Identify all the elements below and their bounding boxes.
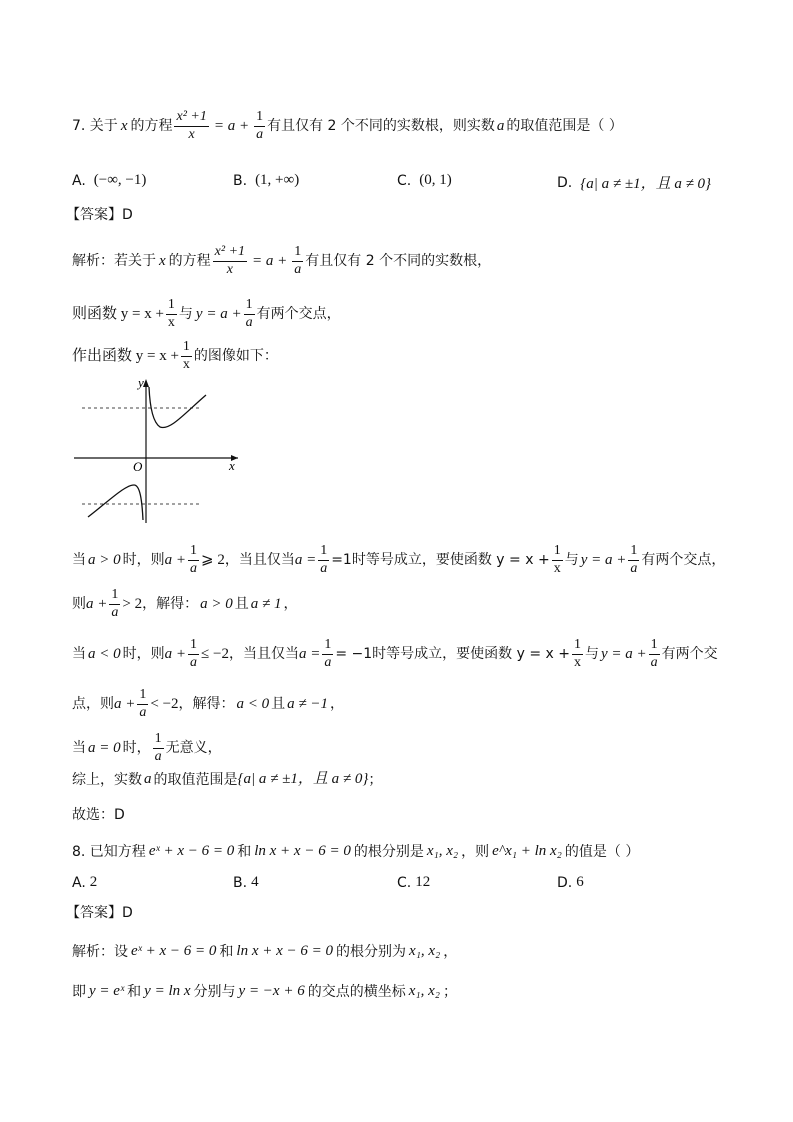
- q7-option-d: D. {a| a ≠ ±1，且 a ≠ 0}: [557, 174, 712, 192]
- curve-right-branch: [149, 387, 206, 428]
- q7-sol-line5: 则 a + $\frac{1}{a}$ > 2 ，解得： a > 0 且 a ≠ 1 ，: [72, 587, 298, 620]
- q7-sol-line7: 点，则 a + $\frac{1}{a}$ < −2 ，解得： a < 0 且 a ≠ −1 ，: [72, 687, 345, 720]
- q8-stem: 8. 已知方程 eˣ + x − 6 = 0 和 ln x + x − 6 = 0 的根分别是 x₁, x₂ ，则 e^x₁ + ln x₂ 的值是（ ）: [72, 843, 640, 860]
- q8-sol-line1: 解析：设 eˣ + x − 6 = 0 和 ln x + x − 6 = 0 的根分别为 x₁, x₂ ，: [72, 943, 458, 960]
- q7-fraction: [174, 110, 208, 142]
- q7-sol-line10: 故选：D: [72, 807, 125, 823]
- q7-frac-den: x: [188, 126, 195, 142]
- q7-sol-line1: 解析：若关于 x 的方程 $\frac{\text{x² +1}}{x}$ = a + $\frac{1}{a}$ 有且仅有 2 个不同的实数根，: [72, 244, 492, 277]
- q8-option-c: C. 12: [397, 874, 431, 891]
- q7-f1-den: a: [256, 126, 264, 142]
- y-axis-arrow: [143, 379, 149, 387]
- q7-option-c: C. (0, 1): [397, 172, 452, 189]
- q7-lead: 7. 关于: [72, 118, 118, 135]
- sol-fraction-2: $\frac{1}{a}$: [294, 244, 302, 277]
- sol-fraction: $\frac{\text{x² +1}}{x}$: [214, 244, 246, 277]
- q7-stem: [72, 110, 623, 142]
- q7-t3: 的取值范围是（ ）: [506, 118, 623, 135]
- q7-option-b: B. (1, +∞): [233, 172, 300, 189]
- q7-t1: 的方程: [130, 118, 173, 135]
- q8-option-b: B. 4: [233, 874, 259, 891]
- graph-origin-label: O: [133, 459, 143, 474]
- q7-answer: 【答案】D: [66, 207, 133, 223]
- q7-sol-line6: 当 a < 0 时，则 a + $\frac{1}{a}$ ≤ −2 ，当且仅当 a = $\frac{1}{a}$ = −1时等号成立，要使函数 y = x + $\frac{1}{x}$ 与 y = a + $\frac{1}{a}$ 有两个交: [72, 637, 718, 670]
- q7-sol-line8: 当 a = 0 时， $\frac{1}{a}$ 无意义，: [72, 731, 222, 764]
- graph-y-label: y: [138, 375, 144, 390]
- q7-sol-line2: 则函数 y = x + $\frac{1}{x}$ 与 y = a + $\frac{1}{a}$ 有两个交点，: [72, 297, 341, 330]
- q7-sol-line4: 当 a > 0 时，则 a + $\frac{1}{a}$ ⩾ 2 ，当且仅当 a = $\frac{1}{a}$ =1时等号成立，要使函数 y = x + $\frac{1}{x}$ 与 y = a + $\frac{1}{a}$ 有两个交点，: [72, 543, 726, 576]
- q7-var: x: [120, 117, 128, 134]
- q7-eq: = a +: [213, 117, 250, 134]
- function-graph: [70, 375, 250, 525]
- curve-left-branch: [88, 485, 143, 520]
- q7-avar: a: [496, 117, 505, 134]
- q8-option-d: D. 6: [557, 874, 584, 891]
- q8-sol-line2: 即 y = eˣ 和 y = ln x 分别与 y = −x + 6 的交点的横坐标 x₁, x₂ ；: [72, 983, 457, 1000]
- q7-option-a: A. (−∞, −1): [72, 172, 147, 189]
- q7-sol-line9: 综上，实数 a 的取值范围是 {a| a ≠ ±1，且 a ≠ 0} ；: [72, 771, 383, 788]
- q7-frac-num: x² +1: [174, 110, 208, 127]
- q7-f1-num: 1: [254, 110, 265, 127]
- q7-fraction-2: [254, 110, 265, 142]
- graph-x-label: x: [229, 458, 235, 473]
- q7-t2: 有且仅有 2 个不同的实数根，则实数: [267, 118, 495, 135]
- q8-answer: 【答案】D: [66, 905, 133, 921]
- q8-option-a: A. 2: [72, 874, 98, 891]
- q7-sol-line3: 作出函数 y = x + $\frac{1}{x}$ 的图像如下：: [72, 339, 278, 372]
